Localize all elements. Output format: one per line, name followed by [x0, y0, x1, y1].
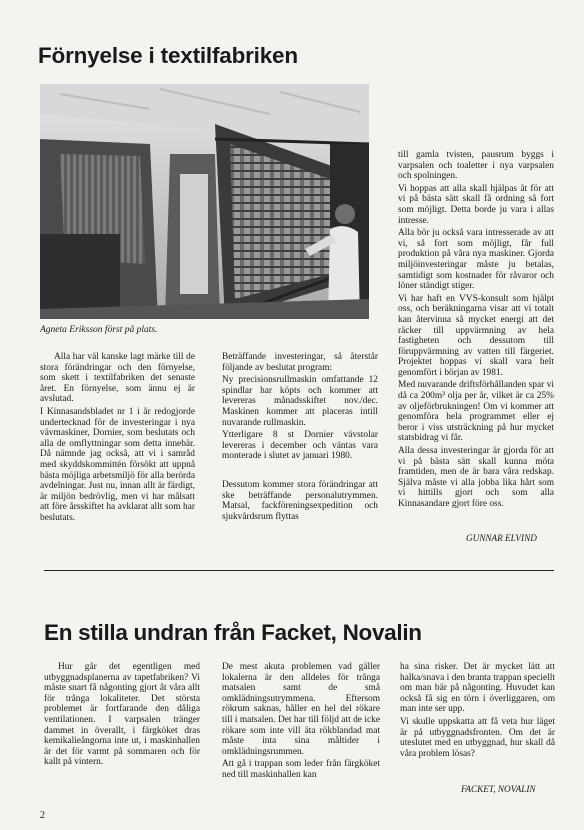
signature-facket-novalin: FACKET, NOVALIN [461, 784, 536, 794]
factory-photo [40, 84, 369, 319]
article2-column-3 [400, 662, 555, 761]
paragraph: Alla har väl kanske lagt märke till de stora förändringar och den förnyelse, som skett i textilfabriken det senaste året. En förnyelse, som ännu ej är avslutad. [40, 352, 195, 405]
paragraph: Alla bör ju också vara intresserade av att vi, så fort som möjligt, får full produktion på våra nya maskiner. Gjorda miljöinvesteringar måste ju betalas, samtidigt som kostnader för råvaror och löner ständigt stiger. [398, 228, 554, 292]
paragraph: Dessutom kommer stora förändringar att ske beträffande personalutrymmen. Matsal, fackföreningsexpedition och sjukvårdsrum flyttas [222, 479, 378, 522]
paragraph: till gamla tvisten, pausrum byggs i varpsalen och toaletter i nya varpsalen och spolningen. [398, 150, 554, 182]
paragraph: Vi hoppas att alla skall hjälpas åt för att vi på bästa sätt skall få ordning så fort som möjligt. Detta borde ju vara i allas intresse. [398, 183, 554, 226]
page-number: 2 [40, 810, 45, 821]
weaving-hall-image [40, 84, 369, 319]
paragraph: I Kinnasandsbladet nr 1 i år redogjorde undertecknad för de investeringar i nya vävmaskiner, Dornier, som beslutats och alla de omflyttningar som detta innebär. Då nämnde jag också, att vi i samråd med skyddskommittén försökt att uppnå bästa möjliga arbetsmiljö för alla berörda avdelningar. Just nu, innan allt är färdigt, är miljön bedrövlig, men vi har målsatt att före årsskiftet ha avklarat allt som har beslutats. [40, 406, 195, 523]
paragraph: Vi har haft en VVS-konsult som hjälpt oss, och beräkningarna visar att vi totalt kan återvinna så mycket energi att det räcker till uppvärmning av hela fastigheten och dessutom till föruppvärmning av vatten till färgeriet. Projektet hoppas vi skall vara helt genomfört i början av 1981. [398, 293, 554, 378]
article-divider [44, 570, 554, 571]
article2-column-2 [222, 662, 380, 783]
paragraph: Beträffande investeringar, så återstår följande av beslutat program: [222, 352, 378, 373]
photo-caption: Agneta Eriksson först på plats. [40, 325, 158, 335]
paragraph: Med nuvarande driftsförhållanden spar vi då ca 200m³ olja per år, vilket är ca 25% av oljeförbrukningen! Om vi kommer att genomföra hela programmet eller ej beror i viss utsträckning på hur mycket statsbidrag vi får. [398, 380, 554, 444]
article2-column-1 [44, 662, 200, 770]
headline-stilla-undran: En stilla undran från Facket, Novalin [44, 620, 422, 645]
headline-fornyelse: Förnyelse i textilfabriken [38, 43, 298, 68]
paragraph: Att gå i trappan som leder från färgköket ned till maskinhallen kan [222, 759, 380, 780]
paragraph: Ny precisionsrullmaskin omfattande 12 spindlar har köpts och kommer att levereras månadsskiftet nov./dec. Maskinen kommer att placeras intill nuvarande rullmaskin. [222, 375, 378, 428]
article1-column-1 [40, 352, 195, 526]
paragraph: Ytterligare 8 st Dornier vävstolar levereras i december och väntas vara monterade i slutet av januari 1980. [222, 430, 378, 462]
paragraph: ha sina risker. Det är mycket lätt att halka/snava i den branta trappan speciellt om man bär på någonting. Huvudet kan också få sig en törn i överliggaren, om man inte ser upp. [400, 662, 555, 715]
paragraph: Hur går det egentligen med utbyggnadsplanerna av tapetfabriken? Vi måste snart få någonting gjort åt våra allt för trånga lokaliteter. Det största problemet är fortfarande den dåliga ventilationen. I varpsalen tränger dammet in överallt, i färgköket dras kemikalieångorna inte ut, i maskinhallen är det för varmt på sommaren och för kallt på vintern. [44, 662, 200, 768]
paragraph: De mest akuta problemen vad gäller lokalerna är den alldeles för trånga matsalen samt de små omklädningsutrymmena. Eftersom rökrum saknas, håller en hel del rökare till i matsalen. Det har till följd att de icke rökare som inte vill äta rökblandad mat måste inta sina måltider i omklädningsrummen. [222, 662, 380, 757]
signature-gunnar-elvind: GUNNAR ELVIND [466, 533, 537, 543]
article1-column-3 [398, 150, 554, 512]
paragraph: Vi skulle uppskatta att få veta hur läget är på utbyggnadsfronten. Om det är uteslutet med en utbyggnad, hur skall då våra problem lösas? [400, 716, 555, 759]
article1-column-2 [222, 352, 378, 524]
paragraph: Alla dessa investeringar är gjorda för att vi på bästa sätt skall kunna möta framtiden, men de är bara våra redskap. Själva måste vi alla jobba lika hårt som vi hittills gjort och som alla Kinnasandare gjort före oss. [398, 446, 554, 509]
